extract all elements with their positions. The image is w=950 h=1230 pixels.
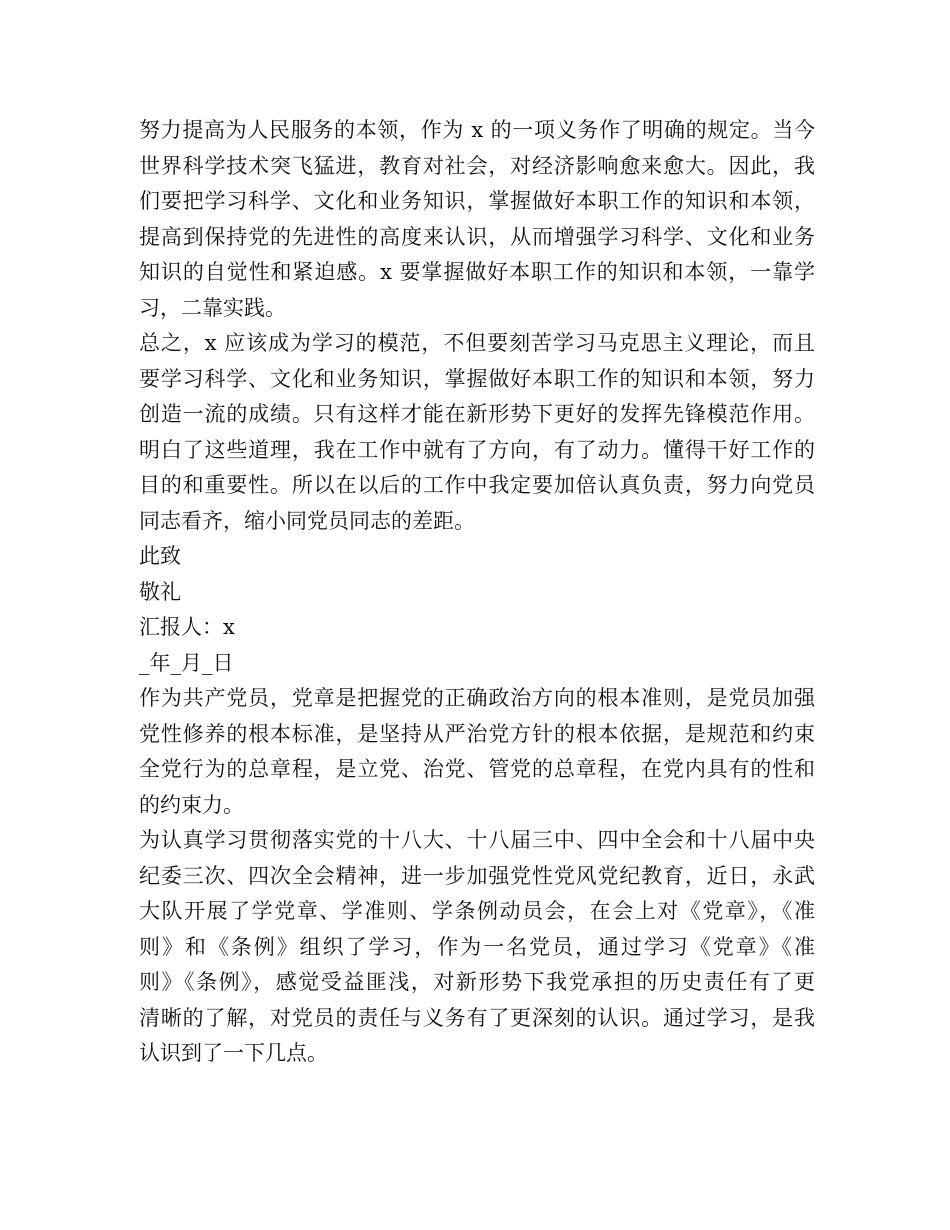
text-line: 世界科学技术突飞猛进，教育对社会，对经济影响愈来愈大。因此，我 bbox=[139, 153, 815, 178]
text-line: 提高到保持党的先进性的高度来认识，从而增强学习科学、文化和业务 bbox=[139, 224, 815, 249]
text-line: 则》《条例》，感觉受益匪浅，对新形势下我党承担的历史责任有了更 bbox=[139, 970, 815, 994]
paragraph-3 bbox=[139, 681, 815, 823]
paragraph-1 bbox=[139, 113, 815, 326]
text-line: 习，二靠实践。 bbox=[139, 295, 286, 320]
text-line: 认识到了一下几点。 bbox=[139, 1041, 328, 1065]
text-line: 此致 bbox=[139, 544, 181, 568]
text-line: 作为共产党员，党章是把握党的正确政治方向的根本准则，是党员加强 bbox=[139, 686, 815, 710]
text-line: 要学习科学、文化和业务知识，掌握做好本职工作的知识和本领，努力 bbox=[139, 366, 815, 391]
text-line: 清晰的了解，对党员的责任与义务有了更深刻的认识。通过学习，是我 bbox=[139, 1005, 815, 1030]
text-line: 则》和《条例》组织了学习，作为一名党员，通过学习《党章》《准 bbox=[139, 934, 815, 959]
closing-regards bbox=[139, 575, 815, 611]
text-line: 努力提高为人民服务的本领，作为 x 的一项义务作了明确的规定。当今 bbox=[139, 118, 815, 142]
text-line: 知识的自觉性和紧迫感。x 要掌握做好本职工作的知识和本领，一靠学 bbox=[139, 260, 815, 284]
date-line bbox=[139, 646, 815, 682]
text-line: 汇报人：x bbox=[139, 615, 235, 639]
text-line: 为认真学习贯彻落实党的十八大、十八届三中、四中全会和十八届中央 bbox=[139, 828, 815, 852]
reporter-line bbox=[139, 610, 815, 646]
text-line: _年_月_日 bbox=[139, 650, 234, 675]
text-line: 创造一流的成绩。只有这样才能在新形势下更好的发挥先锋模范作用。 bbox=[139, 402, 815, 426]
text-line: 们要把学习科学、文化和业务知识，掌握做好本职工作的知识和本领， bbox=[139, 189, 815, 213]
text-line: 同志看齐，缩小同党员同志的差距。 bbox=[139, 508, 475, 533]
text-line: 全党行为的总章程，是立党、治党、管党的总章程，在党内具有的性和 bbox=[139, 757, 815, 781]
text-line: 大队开展了学党章、学准则、学条例动员会，在会上对《党章》，《准 bbox=[139, 899, 815, 923]
text-line: 党性修养的根本标准，是坚持从严治党方针的根本依据，是规范和约束 bbox=[139, 721, 815, 746]
text-line: 明白了这些道理，我在工作中就有了方向，有了动力。懂得干好工作的 bbox=[139, 437, 815, 462]
paragraph-4 bbox=[139, 823, 815, 1072]
text-line: 敬礼 bbox=[139, 579, 181, 604]
text-line: 的约束力。 bbox=[139, 792, 244, 817]
text-line: 总之，x 应该成为学习的模范，不但要刻苦学习马克思主义理论，而且 bbox=[139, 331, 815, 355]
text-line: 纪委三次、四次全会精神，进一步加强党性党风党纪教育，近日，永武 bbox=[139, 863, 815, 888]
closing-salutation bbox=[139, 539, 815, 575]
text-line: 目的和重要性。所以在以后的工作中我定要加倍认真负责，努力向党员 bbox=[139, 473, 815, 497]
paragraph-2 bbox=[139, 326, 815, 539]
document-page bbox=[139, 113, 815, 1072]
